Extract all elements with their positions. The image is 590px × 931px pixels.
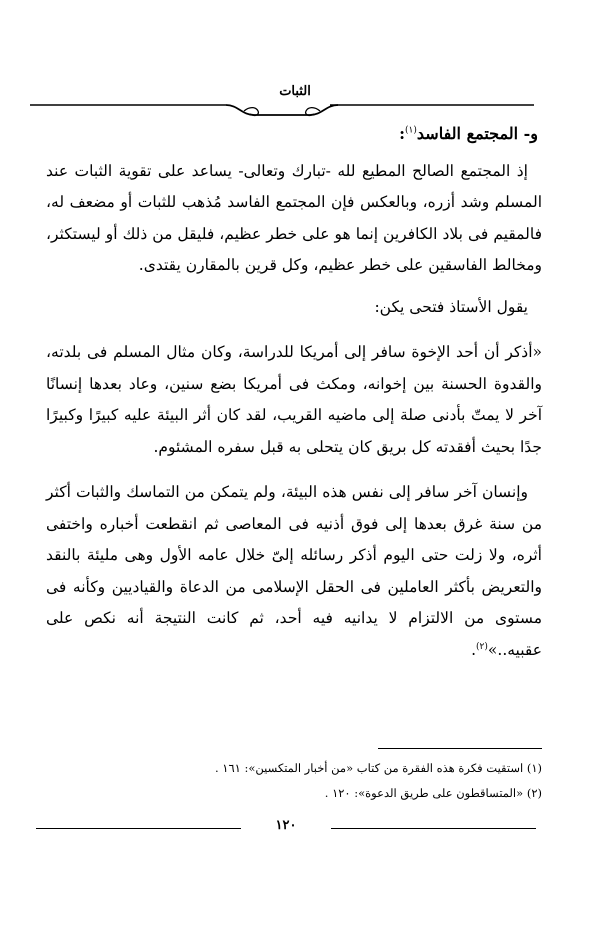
footnote-ref-2: (٢) bbox=[476, 641, 488, 652]
paragraph-4-period: . bbox=[471, 640, 477, 659]
footnote-ref-1: (١) bbox=[405, 125, 417, 136]
footer-rule-right bbox=[331, 828, 536, 829]
page-footer bbox=[36, 816, 536, 842]
main-text bbox=[46, 118, 542, 666]
section-heading-text: و- المجتمع الفاسد bbox=[416, 124, 538, 143]
page-number: ١٢٠ bbox=[275, 818, 297, 833]
paragraph-1: إذ المجتمع الصالح المطيع لله -تبارك وتعالى- يساعد على تقوية الثبات عند المسلم وشد أزره، وبالعكس فإن المجتمع الفاسد مُذهب للثبات أو مضعف له، فالمقيم فى بلاد الكافرين إنما هو على خطر عظيم، فليقل من ذلك أو ليستكثر، ومخالط الفاسقين على خطر عظيم، وكل قرين بالمقارن يقتدى. bbox=[46, 161, 542, 274]
paragraph-4-quote bbox=[46, 477, 542, 666]
paragraph-4-text: وإنسان آخر سافر إلى نفس هذه البيئة، ولم يتمكن من التماسك والثبات أكثر من سنة غرق بعدها إلى فوق أذنيه فى المعاصى ثم انقطعت أخباره واختفى أثره، ولا زلت حتى اليوم أذكر رسائله إلىّ خلال عامه الأول وهى مليئة بالنقد والتعريض بأكثر العاملين فى الحقل الإسلامى من الدعاة والقياديين وكأنه فى مستوى من الالتزام لا يدانيه فيه أحد، ثم كانت النتيجة أنه نكص على عقبيه..» bbox=[46, 483, 542, 659]
paragraph-2: يقول الأستاذ فتحى يكن: bbox=[374, 297, 528, 316]
footnote-1: (١) استقيت فكرة هذه الفقرة من كتاب «من أخبار المتكسين»: ١٦١ . bbox=[214, 761, 542, 775]
running-title: الثبات bbox=[279, 84, 311, 99]
footnote-2: (٢) «المتساقطون على طريق الدعوة»: ١٢٠ . bbox=[324, 786, 542, 800]
footnotes bbox=[46, 756, 542, 806]
footnote-separator bbox=[378, 748, 542, 749]
header-ornament-rule bbox=[30, 96, 534, 118]
paragraph-3-quote: «أذكر أن أحد الإخوة سافر إلى أمريكا للدراسة، وكان مثال المسلم فى بلدته، والقدوة الحسنة بين إخوانه، ومكث فى أمريكا بضع سنين، وعاد بعدها إنسانًا آخر لا يمتّ بأدنى صلة إلى ماضيه القريب، لقد كان أثر البيئة عليه كبيرًا وكبيرًا جدًا بحيث أفقدته كل بريق كان يتحلى به قبل سفره المشئوم. bbox=[46, 343, 542, 456]
section-heading-colon: : bbox=[399, 124, 406, 143]
section-heading bbox=[46, 118, 542, 150]
